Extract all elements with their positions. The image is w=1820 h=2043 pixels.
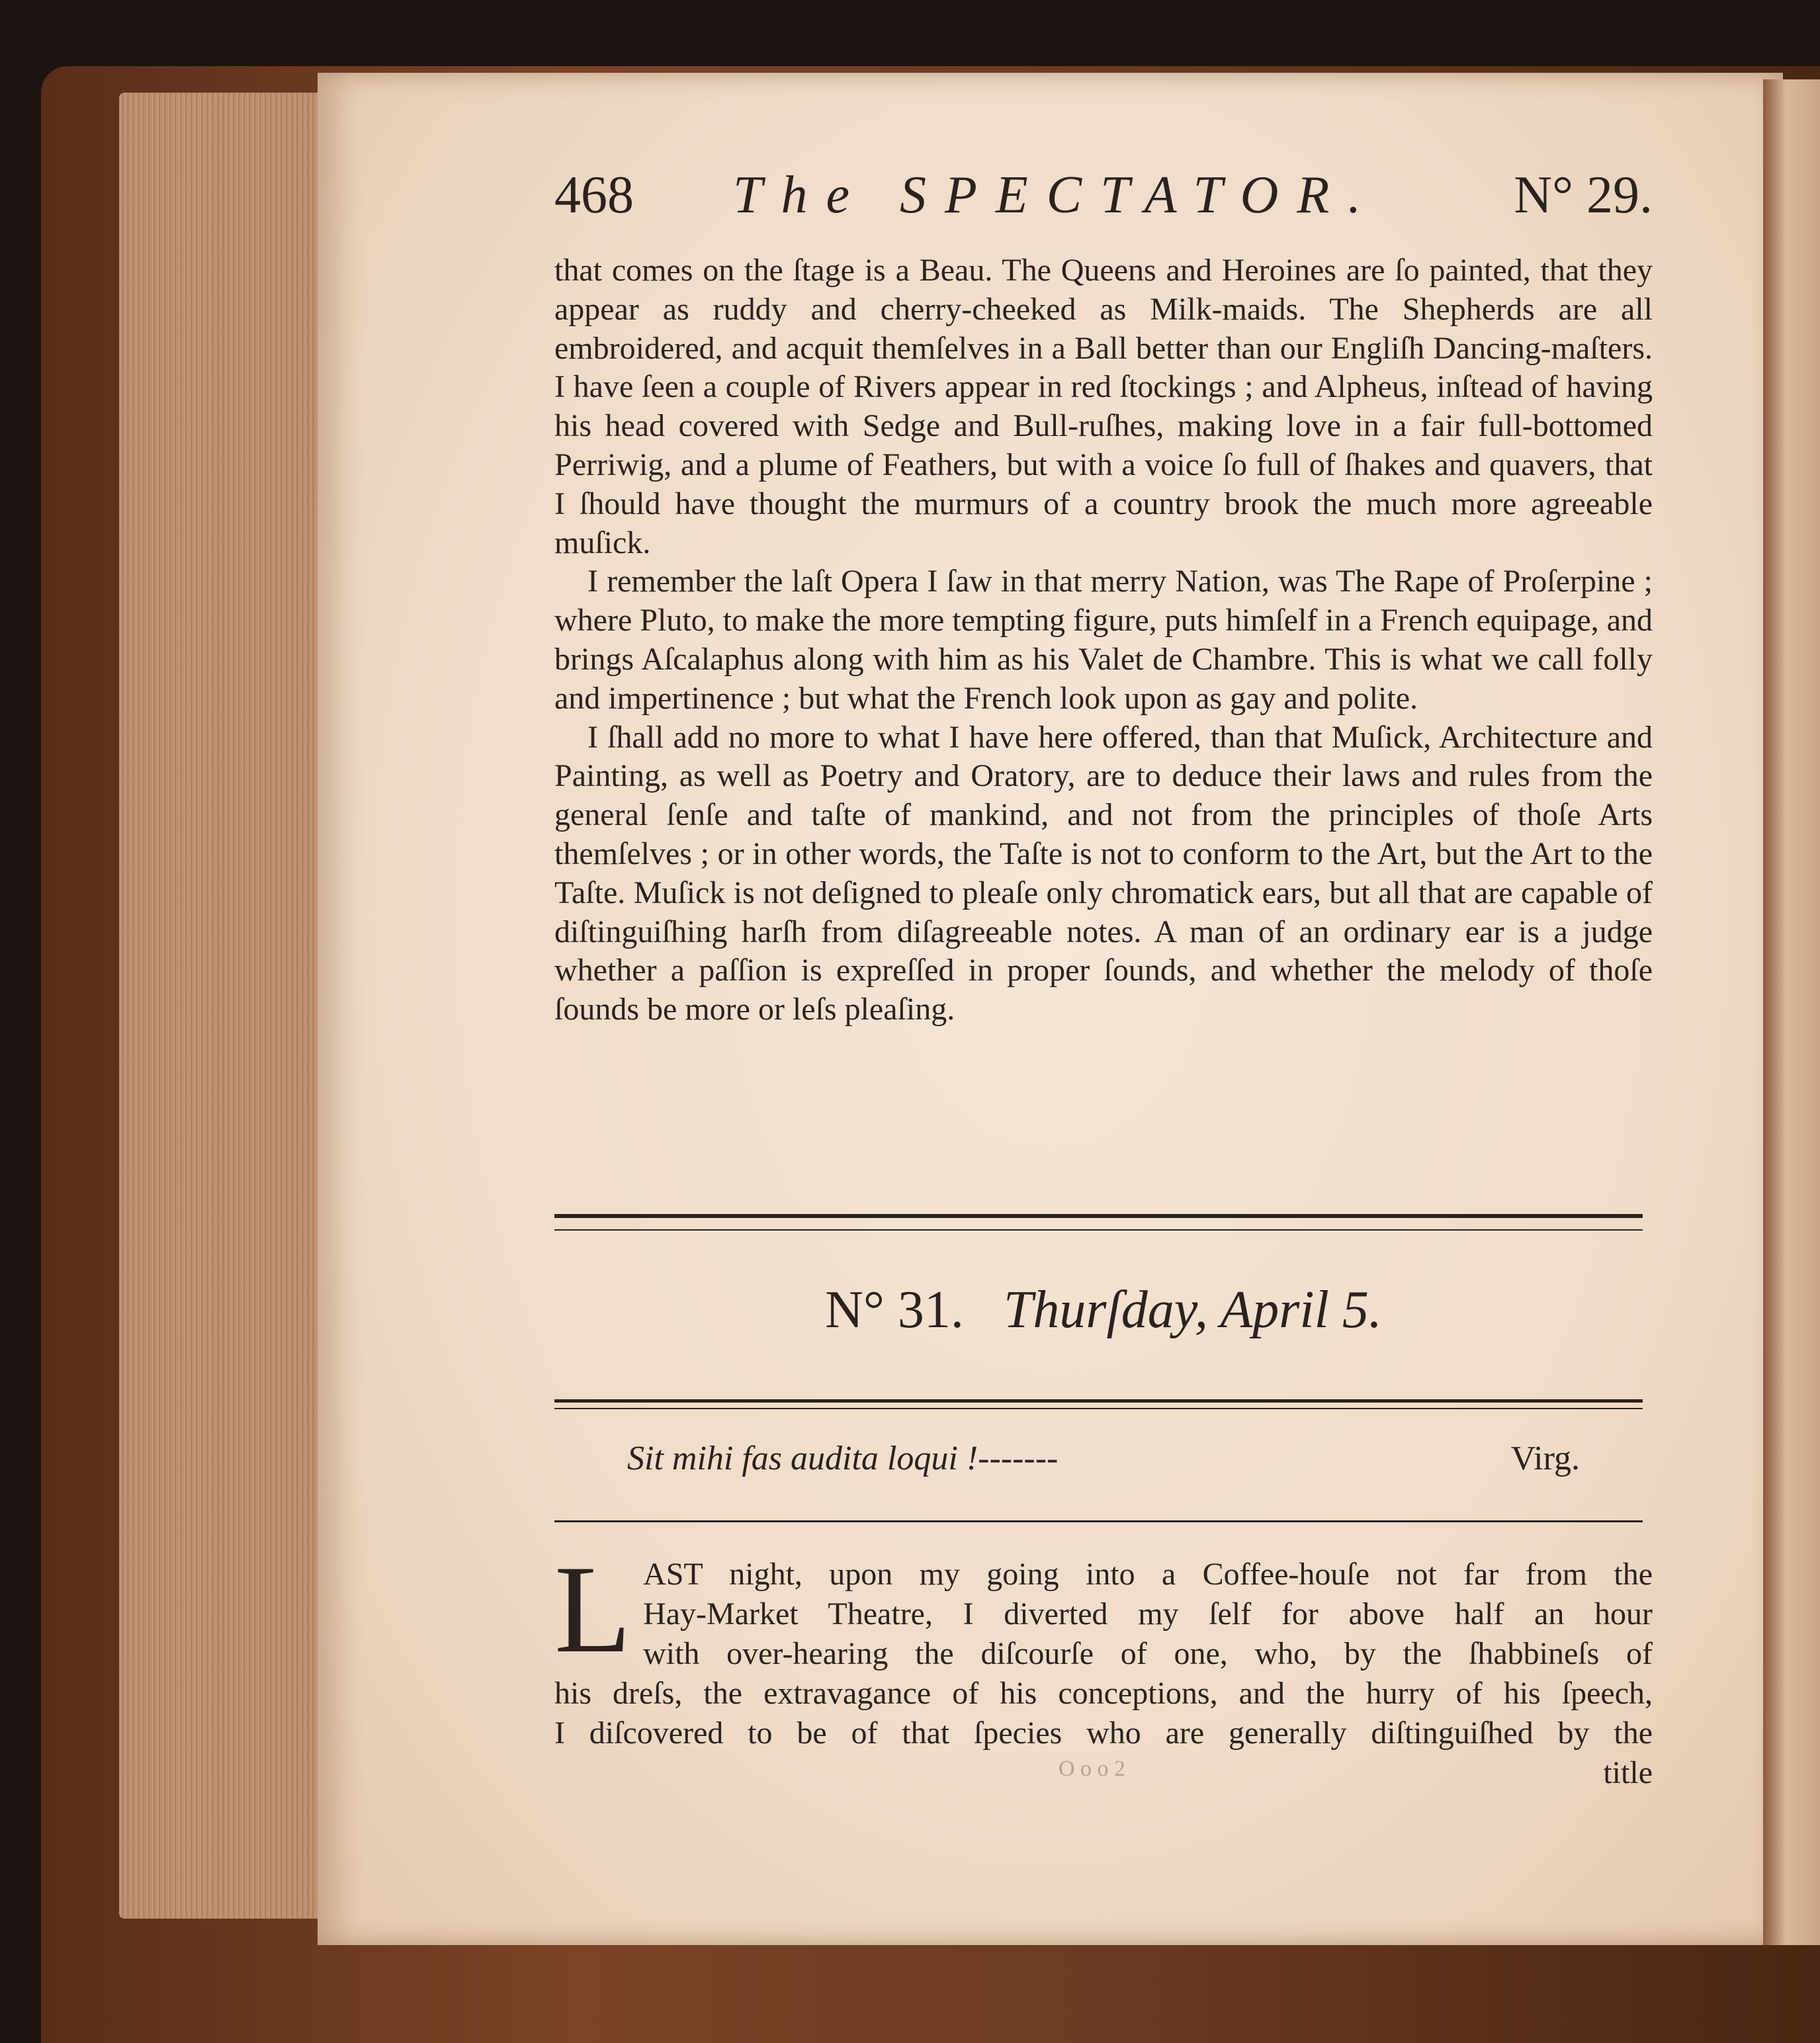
issue-heading bbox=[554, 1280, 1653, 1340]
previous-issue-text bbox=[554, 251, 1653, 1029]
paragraph: I remember the laſt Opera I ſaw in that merry Nation, was The Rape of Proſerpine ; where Pluto, to make the more tempting figure, puts himſelf in a French equipage, and brings Aſcalaphus along with him as his Valet de Chambre. This is what we call folly and impertinence ; but what the French look upon as gay and polite. bbox=[554, 564, 1653, 716]
page-block-edge bbox=[119, 93, 331, 1919]
page-number: 468 bbox=[554, 166, 634, 224]
catchword: title bbox=[1603, 1755, 1653, 1790]
essay-line: with over-hearing the diſcourſe of one, who, by the ſhabbineſs of bbox=[643, 1636, 1653, 1671]
drop-cap: L bbox=[554, 1540, 632, 1679]
double-rule-bottom bbox=[554, 1229, 1643, 1231]
essay-line: Hay-Market Theatre, I diverted my ſelf for above half an hour bbox=[643, 1596, 1653, 1631]
essay-line: his dreſs, the extravagance of his conceptions, and the hurry of his ſpeech, bbox=[554, 1676, 1653, 1711]
header-issue-number: N° 29. bbox=[1514, 166, 1653, 224]
rule-under-motto bbox=[554, 1520, 1643, 1522]
essay-line: I diſcovered to be of that ſpecies who are generally diſtinguiſhed by the bbox=[554, 1716, 1653, 1751]
double-rule-top bbox=[554, 1214, 1643, 1218]
rule-under-heading-thin bbox=[554, 1408, 1643, 1409]
facing-page-edge bbox=[1763, 79, 1820, 1945]
motto-quote: Sit mihi fas audita loqui !------- bbox=[627, 1440, 1059, 1477]
running-header bbox=[554, 165, 1653, 238]
signature-mark: O o o 2 bbox=[1059, 1757, 1126, 1781]
issue-number: N° 31. bbox=[825, 1281, 964, 1339]
motto-source: Virg. bbox=[1510, 1440, 1580, 1477]
paragraph: I ſhall add no more to what I have here offered, than that Muſick, Architecture and Painting, as well as Poetry and Oratory, are to deduce their laws and rules from the general ſenſe and taſte of mankind, and not from the principles of thoſe Arts themſelves ; or in other words, the Taſte is not to conform to the Art, but the Art to the Taſte. Muſick is not deſigned to pleaſe only chromatick ears, but all that are capable of diſtinguiſhing harſh from diſagreeable notes. A man of an ordinary ear is a judge whether a paſſion is expreſſed in proper ſounds, and whether the melody of thoſe ſounds be more or leſs pleaſing. bbox=[554, 719, 1653, 1027]
paragraph: that comes on the ſtage is a Beau. The Queens and Heroines are ſo painted, that they appear as ruddy and cherry-cheeked as Milk-maids. The Shepherds are all embroidered, and acquit themſelves in a Ball better than our Engliſh Dancing-maſters. I have ſeen a couple of Rivers appear in red ſtockings ; and Alpheus, inſtead of having his head covered with Sedge and Bull-ruſhes, making love in a fair full-bottomed Perriwig, and a plume of Feathers, but with a voice ſo full of ſhakes and quavers, that I ſhould have thought the murmurs of a country brook the much more agreeable muſick. bbox=[554, 253, 1653, 560]
running-title: The SPECTATOR. bbox=[733, 166, 1380, 224]
motto-line bbox=[627, 1439, 1580, 1485]
rule-under-heading bbox=[554, 1399, 1643, 1403]
essay-line: AST night, upon my going into a Coffee-houſe not far from the bbox=[643, 1557, 1653, 1592]
issue-date: Thurſday, April 5. bbox=[1003, 1281, 1382, 1339]
